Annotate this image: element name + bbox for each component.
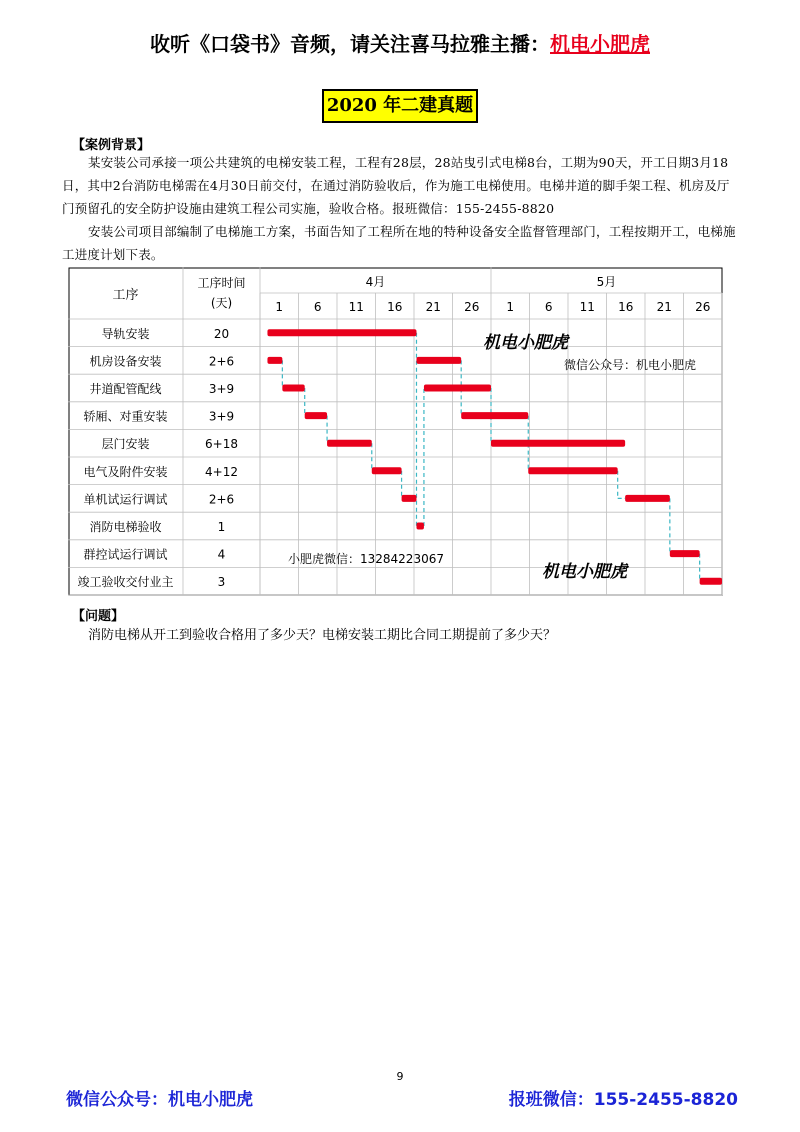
question-heading: 【问题】 <box>72 609 125 624</box>
gantt-bar <box>267 329 416 336</box>
gantt-bar <box>416 523 423 530</box>
task-name: 单机试运行调试 <box>83 492 168 507</box>
day-label: 11 <box>579 300 595 314</box>
task-name: 井道配管配线 <box>89 382 162 396</box>
day-label: 11 <box>348 300 364 314</box>
task-name: 消防电梯验收 <box>89 520 162 534</box>
watermark-brand: 机电小肥虎 <box>483 333 568 353</box>
background-paragraph-2: 安装公司项目部编制了电梯施工方案，书面告知了工程所在地的特种设备安全监督管理部门，工程按期开工，电梯施工进度计划下表。 <box>62 224 736 262</box>
gantt-bar <box>424 385 491 392</box>
day-label: 21 <box>656 300 672 314</box>
task-name: 机房设备安装 <box>89 354 162 369</box>
day-label: 16 <box>618 300 634 314</box>
task-duration: 2+6 <box>208 492 235 507</box>
gantt-bar <box>670 550 700 557</box>
gantt-bar <box>372 467 402 474</box>
background-paragraph-1: 某安装公司承接一项公共建筑的电梯安装工程，工程有28层，28站曳引式电梯8台，工期为90天，开工日期3月18日，其中2台消防电梯需在4月30日前交付，在通过消防验收后，作为施工电梯使用。电梯井道的脚手架工程、机房及厅门预留孔的安全防护设施由建筑工程公司实施，验收合格。报班微信：155-2455-8820 <box>62 155 730 216</box>
gantt-bar <box>491 440 625 447</box>
task-duration: 1 <box>217 520 226 534</box>
task-name: 导轨安装 <box>101 326 150 341</box>
task-name: 电气及附件安装 <box>83 464 168 479</box>
watermark-brand: 机电小肥虎 <box>542 562 627 582</box>
watermark-wechat: 微信公众号：机电小肥虎 <box>564 358 697 372</box>
task-duration: 4 <box>217 547 226 562</box>
gantt-bar <box>625 495 670 502</box>
task-duration: 20 <box>213 326 230 341</box>
gantt-chart <box>68 267 724 597</box>
gantt-bar <box>461 412 528 419</box>
day-label: 1 <box>275 300 284 314</box>
gantt-bar <box>528 467 617 474</box>
footer-contact: 报班微信：155-2455-8820 <box>508 1090 738 1110</box>
month-label: 4月 <box>365 275 386 289</box>
day-label: 26 <box>695 300 711 314</box>
gantt-bar <box>700 578 722 585</box>
task-name: 竣工验收交付业主 <box>77 575 174 590</box>
question-text: 消防电梯从开工到验收合格用了多少天？电梯安装工期比合同工期提前了多少天？ <box>88 628 557 643</box>
gantt-bar <box>282 385 304 392</box>
header-line <box>0 28 800 57</box>
gantt-bar <box>267 357 282 364</box>
task-name: 层门安装 <box>101 437 150 452</box>
page-number: 9 <box>396 1070 404 1083</box>
day-label: 16 <box>387 300 403 314</box>
col-task-header: 工序 <box>112 288 139 303</box>
task-name: 轿厢、对重安装 <box>83 409 168 424</box>
col-duration-header: 工序时间 <box>197 276 246 290</box>
gantt-border <box>69 268 722 595</box>
task-duration: 6+18 <box>205 437 238 452</box>
background-heading: 【案例背景】 <box>72 138 151 153</box>
task-duration: 2+6 <box>208 354 235 369</box>
day-label: 6 <box>544 300 553 314</box>
header-brand: 机电小肥虎 <box>550 32 650 56</box>
month-label: 5月 <box>596 275 617 289</box>
gantt-bar <box>402 495 417 502</box>
footer-wechat-account: 微信公众号：机电小肥虎 <box>66 1090 253 1110</box>
header-prefix: 收听《口袋书》音频，请关注喜马拉雅主播： <box>150 32 550 56</box>
page-title: 2020 年二建真题 <box>322 89 478 123</box>
day-label: 26 <box>464 300 480 314</box>
task-duration: 4+12 <box>205 464 238 479</box>
gantt-bar <box>416 357 461 364</box>
col-duration-unit: (天) <box>210 296 233 310</box>
day-label: 1 <box>506 300 515 314</box>
task-duration: 3 <box>217 575 226 590</box>
day-label: 21 <box>425 300 441 314</box>
watermark-contact: 小肥虎微信：13284223067 <box>288 552 444 566</box>
task-name: 群控试运行调试 <box>83 547 168 562</box>
gantt-bar <box>305 412 327 419</box>
gantt-bar <box>327 440 372 447</box>
task-duration: 3+9 <box>208 409 235 424</box>
task-duration: 3+9 <box>208 382 235 396</box>
day-label: 6 <box>313 300 322 314</box>
